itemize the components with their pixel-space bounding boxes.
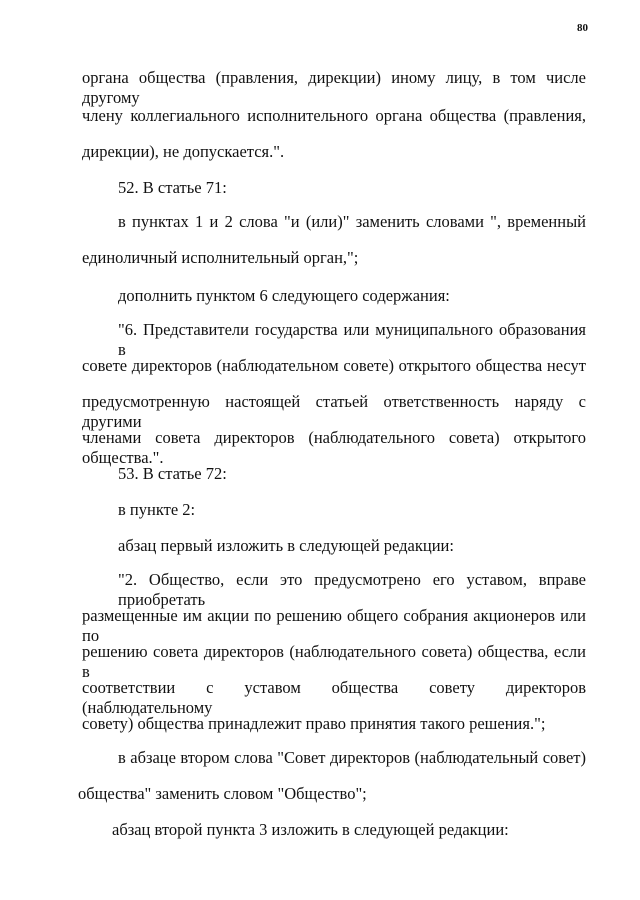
text-line-5: в пунктах 1 и 2 слова "и (или)" заменить словами ", временный — [118, 212, 586, 231]
text-line-15: "2. Общество, если это предусмотрено его уставом, вправе приобретать — [118, 570, 586, 609]
page-number: 80 — [577, 22, 588, 34]
text-line-21: общества" заменить словом "Общество"; — [78, 784, 367, 803]
text-line-20: в абзаце втором слова "Совет директоров (наблюдательный совет) — [118, 748, 586, 767]
text-line-6: единоличный исполнительный орган,"; — [82, 248, 359, 267]
text-line-16: размещенные им акции по решению общего собрания акционеров или по — [82, 606, 586, 645]
text-line-2: члену коллегиального исполнительного органа общества (правления, — [82, 106, 586, 125]
text-line-12: 53. В статье 72: — [118, 464, 227, 483]
text-line-14: абзац первый изложить в следующей редакции: — [118, 536, 454, 555]
text-line-10: предусмотренную настоящей статьей ответственность наряду с другими — [82, 392, 586, 431]
text-line-11: членами совета директоров (наблюдательного совета) открытого общества.". — [82, 428, 586, 467]
text-line-13: в пункте 2: — [118, 500, 196, 519]
text-line-8: "6. Представители государства или муниципального образования в — [118, 320, 586, 359]
text-line-19: совету) общества принадлежит право принятия такого решения."; — [82, 714, 546, 733]
text-line-3: дирекции), не допускается.". — [82, 142, 285, 161]
text-line-22: абзац второй пункта 3 изложить в следующей редакции: — [112, 820, 509, 839]
text-line-9: совете директоров (наблюдательном совете) открытого общества несут — [82, 356, 586, 375]
text-line-4: 52. В статье 71: — [118, 178, 227, 197]
text-line-7: дополнить пунктом 6 следующего содержания: — [118, 286, 450, 305]
text-line-18: соответствии с уставом общества совету директоров (наблюдательному — [82, 678, 586, 717]
text-line-1: органа общества (правления, дирекции) иному лицу, в том числе другому — [82, 68, 586, 107]
text-line-17: решению совета директоров (наблюдательного совета) общества, если в — [82, 642, 586, 681]
